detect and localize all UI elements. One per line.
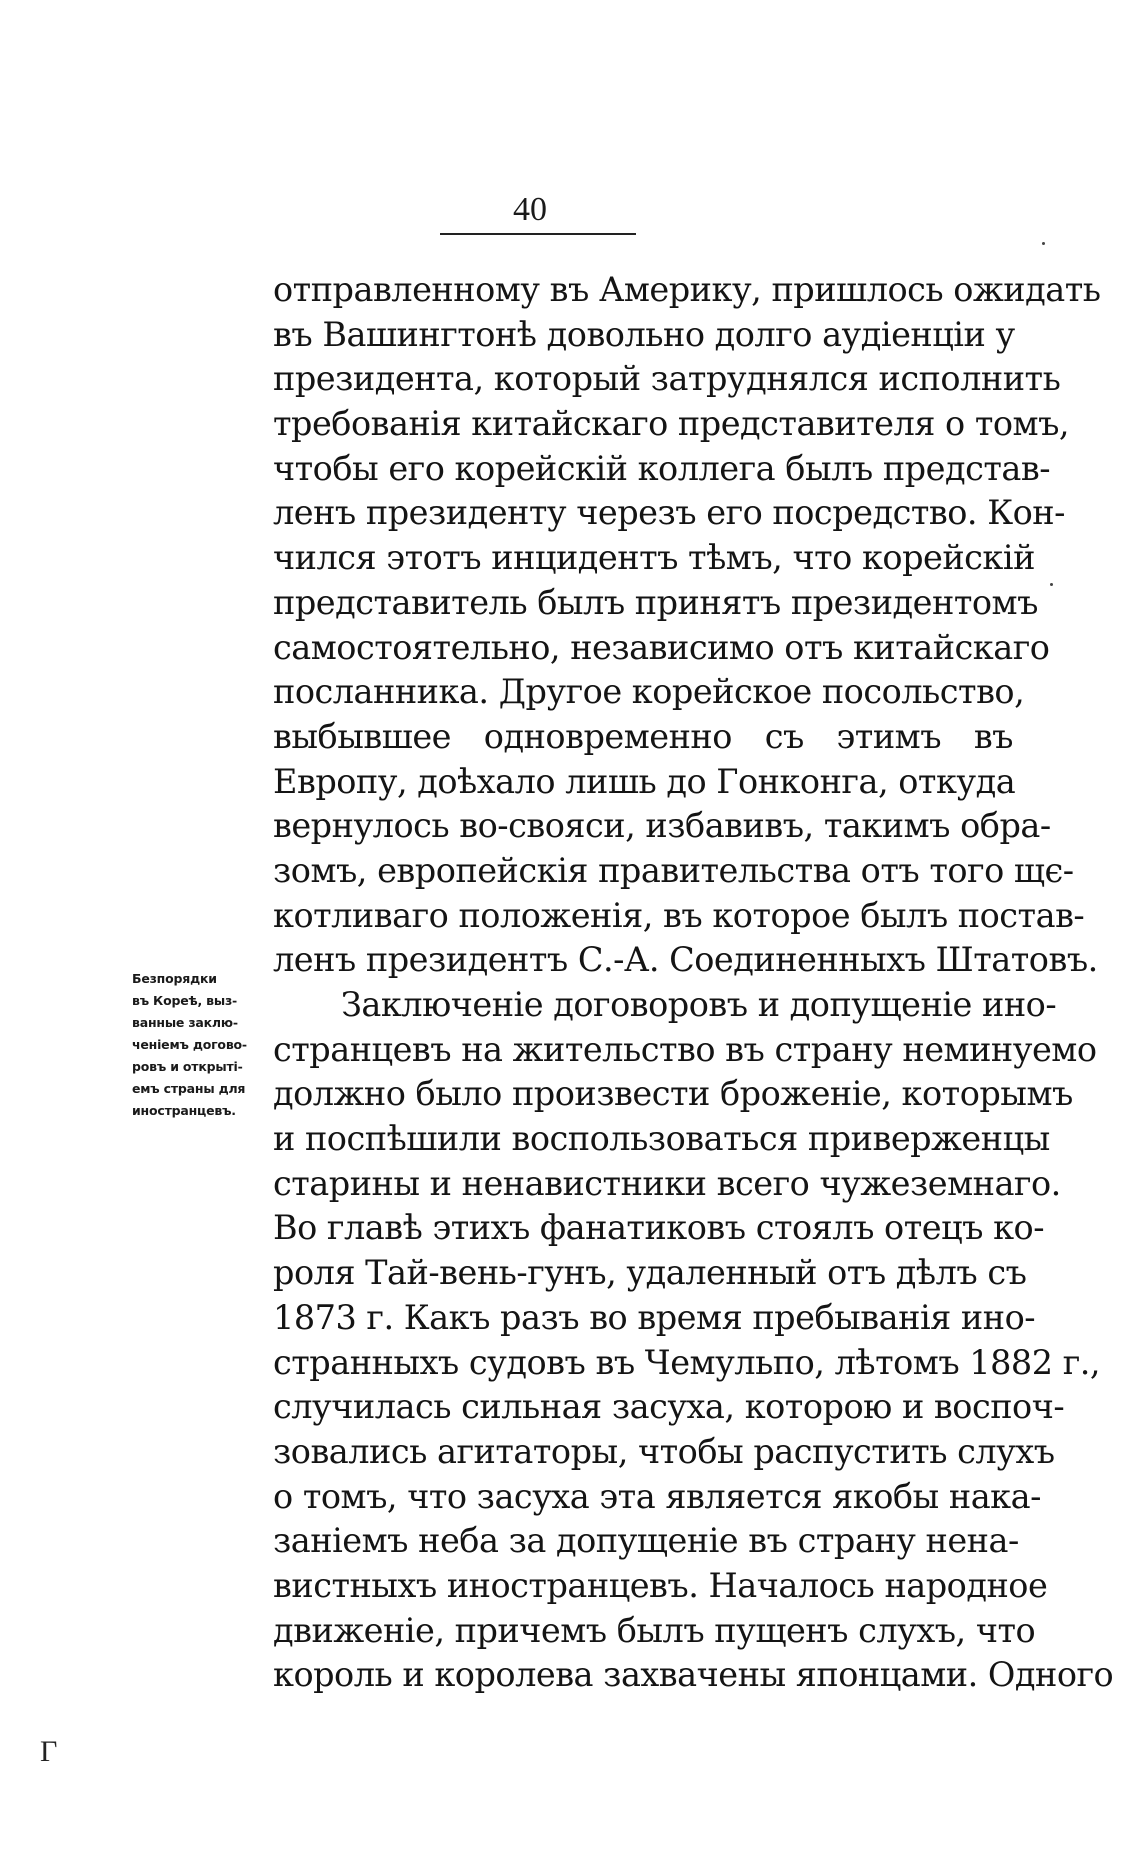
text-line: представитель былъ принятъ президентомъ — [273, 582, 1038, 622]
text-line: случилась сильная засуха, которою и воспоч- — [273, 1387, 1065, 1427]
text-line: странныхъ судовъ въ Чемульпо, лѣтомъ 1882 г., — [273, 1342, 1101, 1382]
margin-note-line: ровъ и открыті- — [132, 1059, 243, 1074]
text-line: чился этотъ инцидентъ тѣмъ, что корейскій — [273, 538, 1035, 578]
text-line: о томъ, что засуха эта является якобы нака- — [273, 1476, 1041, 1516]
margin-note-line: Безпорядки — [132, 971, 217, 986]
text-line: котливаго положенія, въ которое былъ постав- — [273, 895, 1085, 935]
text-line: ленъ президенту черезъ его посредство. Кон- — [273, 493, 1065, 533]
print-speck — [1042, 242, 1045, 245]
body-text — [273, 268, 1114, 1698]
text-line: 1873 г. Какъ разъ во время пребыванія ино- — [273, 1297, 1036, 1337]
text-line: король и королева захвачены японцами. Одного — [273, 1655, 1114, 1695]
text-line: чтобы его корейскій коллега былъ представ- — [273, 448, 1051, 488]
text-line: движеніе, причемъ былъ пущенъ слухъ, что — [273, 1610, 1036, 1650]
text-line: странцевъ на жительство въ страну неминуемо — [273, 1029, 1097, 1069]
text-line: выбывшее одновременно съ этимъ въ — [273, 716, 1013, 756]
text-line: Европу, доѣхало лишь до Гонконга, откуда — [273, 761, 1016, 801]
stray-mark: Г — [40, 1735, 58, 1768]
margin-note-line: иностранцевъ. — [132, 1103, 236, 1118]
text-line: Во главѣ этихъ фанатиковъ стоялъ отецъ ко- — [273, 1208, 1045, 1248]
text-line: заніемъ неба за допущеніе въ страну нена- — [273, 1521, 1019, 1561]
text-line: зомъ, европейскія правительства отъ того щє- — [273, 850, 1074, 890]
text-line: и поспѣшили воспользоваться приверженцы — [273, 1119, 1050, 1159]
text-line: въ Вашингтонѣ довольно долго аудіенціи у — [273, 314, 1015, 354]
text-line: ленъ президентъ С.-А. Соединенныхъ Штатовъ. — [273, 940, 1098, 980]
paragraph-first-line: Заключеніе договоровъ и допущеніе ино- — [341, 985, 1057, 1024]
text-line: посланника. Другое корейское посольство, — [273, 672, 1025, 712]
margin-note-line: ченіемъ догово- — [132, 1037, 247, 1052]
text-line: старины и ненавистники всего чужеземнаго. — [273, 1163, 1061, 1203]
text-line: должно было произвести броженіе, которымъ — [273, 1074, 1073, 1114]
text-line: роля Тай-вень-гунъ, удаленный отъ дѣлъ съ — [273, 1253, 1027, 1293]
print-speck — [1050, 583, 1053, 586]
page-number: 40 — [513, 191, 547, 228]
margin-note — [132, 968, 282, 1122]
text-line: вистныхъ иностранцевъ. Началось народное — [273, 1565, 1048, 1605]
header-rule — [440, 233, 636, 235]
text-line: зовались агитаторы, чтобы распустить слухъ — [273, 1431, 1055, 1471]
margin-note-line: емъ страны для — [132, 1081, 246, 1096]
text-line: требованія китайскаго представителя о томъ, — [273, 404, 1070, 444]
margin-note-line: въ Кореѣ, выз- — [132, 993, 238, 1008]
text-line: президента, который затруднялся исполнить — [273, 359, 1061, 399]
text-line: самостоятельно, независимо отъ китайскаго — [273, 627, 1050, 667]
margin-note-line: ванные заклю- — [132, 1015, 238, 1030]
text-line: вернулось во-свояси, избавивъ, такимъ обра- — [273, 806, 1051, 846]
text-line: отправленному въ Америку, пришлось ожидать — [273, 270, 1101, 309]
